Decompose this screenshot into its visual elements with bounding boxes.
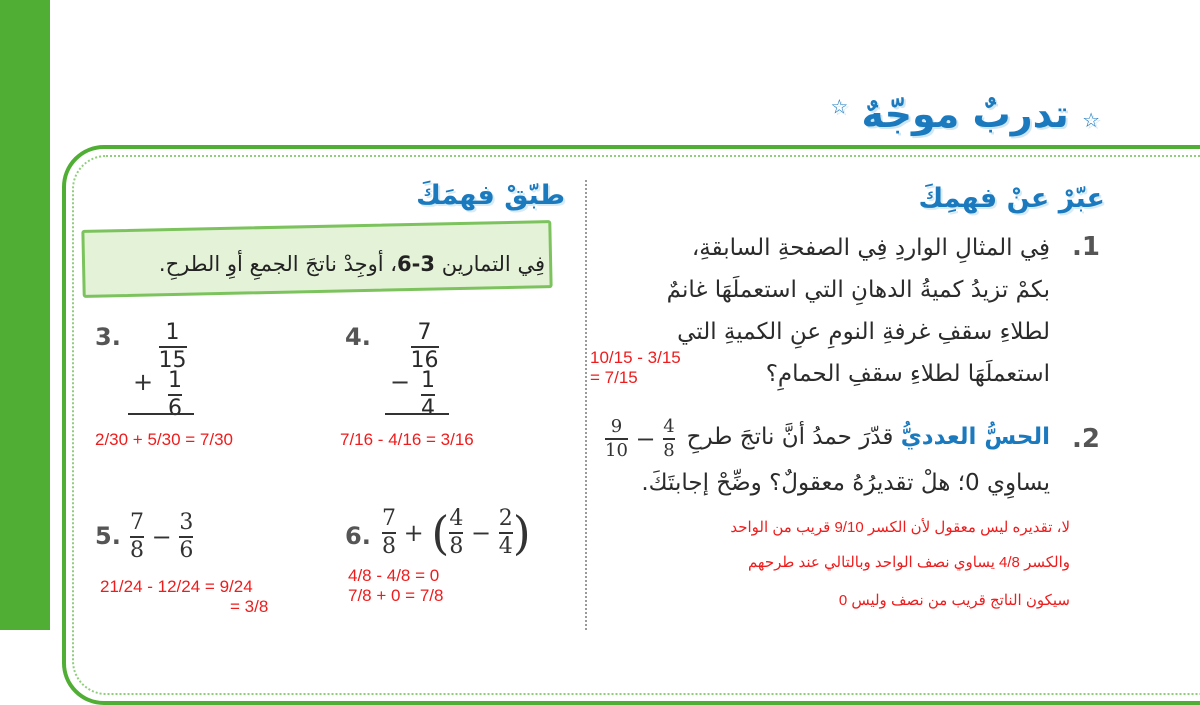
question-1-line: لطلاءِ سقفِ غرفةِ النومِ عنِ الكميةِ التي [677,319,1050,345]
question-2-line2: يساوِي 0؛ هلْ تقديرُهُ معقولٌ؟ وضِّحْ إجابتَكَ. [641,470,1050,496]
exercise-6-answer-line1: 4/8 - 4/8 = 0 [348,566,440,585]
exercise-4-operator: − [390,368,411,396]
exercise-6-expression: $\frac{7}{8}$ + ( $\frac{4}{8}$ − $\frac{2}{4}$ ) [382,506,531,560]
column-divider [585,180,587,630]
question-2-answer-line: والكسر 4/8 يساوي نصف الواحد وبالتالي عند طرحهم [747,554,1070,571]
question-2-line1: الحسُّ العدديُّ قدّرَ حمدُ أنَّ ناتجَ طرحِ [686,424,1050,450]
exercise-4-fraction-top: $\frac{7}{16}$ [410,320,439,373]
express-understanding-title: عبّرْ عنْ فهمِكَ [918,183,1105,214]
exercise-5-number: 5. [95,522,121,550]
page-title: ☆ تدربٌ موجّهٌ ☆ [830,92,1100,136]
question-2-answer-line: سيكون الناتج قريب من نصف وليس 0 [838,592,1070,609]
instruction-text: فِي التمارين 3-6، أوجِدْ ناتجَ الجمعِ أوِ الطرحِ. [158,252,545,276]
exercise-3-fraction-bottom: $\frac{1}{6}$ [168,368,182,421]
page-edge-green-bar [0,0,50,630]
question-2-expression: $\frac{9}{10}$ − $\frac{4}{8}$ [605,416,675,461]
exercise-4-answer: 7/16 - 4/16 = 3/16 [340,430,474,449]
exercise-3-sum-line [128,413,194,415]
exercise-6-answer-line2: 7/8 + 0 = 7/8 [348,586,444,605]
exercise-4-diff-line [385,413,449,415]
number-sense-label: الحسُّ العدديُّ [900,424,1050,450]
exercise-3-fraction-top: $\frac{1}{15}$ [158,320,187,373]
question-1-number: .1 [1072,232,1100,262]
question-1-answer-line1: 10/15 - 3/15 [590,348,681,367]
apply-understanding-title: طبّقْ فهمَكَ [416,180,565,211]
question-1-line: فِي المثالِ الواردِ فِي الصفحةِ السابقةِ، [691,235,1050,261]
exercise-5-answer-line2: = 3/8 [230,597,269,616]
exercise-3-operator: + [133,368,154,396]
question-2-answer-line: لا، تقديره ليس معقول لأن الكسر 9/10 قريب من الواحد [730,519,1070,536]
exercise-3-answer: 2/30 + 5/30 = 7/30 [95,430,234,449]
exercise-4-fraction-bottom: $\frac{1}{4}$ [421,368,435,421]
exercise-5-expression: $\frac{7}{8}$ − $\frac{3}{6}$ [130,510,194,563]
exercise-4-number: 4. [345,323,371,351]
question-1-answer-line2: = 7/15 [590,368,638,387]
exercise-5-answer-line1: 21/24 - 12/24 = 9/24 [100,577,253,596]
star-icon: ☆ [1082,108,1100,132]
exercise-3-number: 3. [95,323,121,351]
question-2-number: .2 [1072,424,1100,454]
exercise-6-number: 6. [345,522,371,550]
question-1-line: بكمْ تزيدُ كميةُ الدهانِ التي استعملَهَا غانمٌ [666,277,1050,303]
star-icon: ☆ [830,94,849,119]
question-1-line: استعملَهَا لطلاءِ سقفِ الحمامِ؟ [765,361,1050,387]
